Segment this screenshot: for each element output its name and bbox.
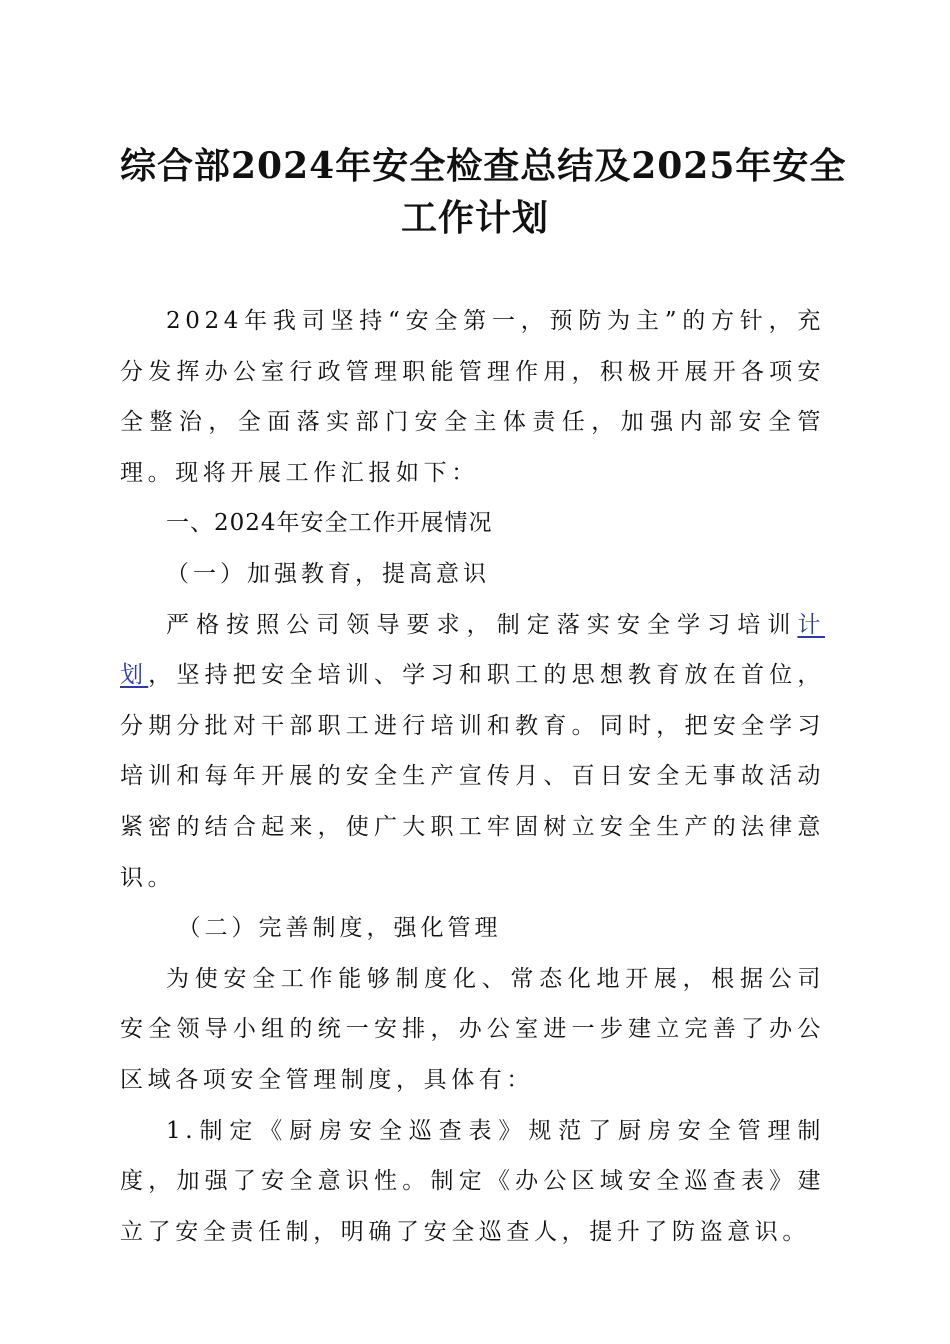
subsection-1-heading: （一）加强教育，提高意识 [166, 560, 490, 587]
subsection-2-heading: （二）完善制度，强化管理 [177, 915, 502, 942]
subsection-2-paragraph: 为使安全工作能够制度化、常态化地开展，根据公司安全领导小组的统一安排，办公室进一步建立完善了办公区域各项安全管理制度，具体有： [120, 965, 825, 1093]
section-1-heading: 一、2024年安全工作开展情况 [166, 510, 493, 537]
list-item-1: 1.制定《厨房安全巡查表》规范了厨房安全管理制度，加强了安全意识性。制定《办公区域安全巡查表》建立了安全责任制，明确了安全巡查人，提升了防盗意识。 [120, 1117, 825, 1245]
intro-paragraph: 2024年我司坚持“安全第一，预防为主”的方针，充分发挥办公室行政管理职能管理作用，积极开展开各项安全整治，全面落实部门安全主体责任，加强内部安全管理。现将开展工作汇报如下： [120, 308, 825, 486]
subsection-1-text-before-link: 严格按照公司领导要求，制定落实安全学习培训 [166, 611, 798, 638]
subsection-1-text-after-link: ，坚持把安全培训、学习和职工的思想教育放在首位，分期分批对干部职工进行培训和教育。同时，把安全学习培训和每年开展的安全生产宣传月、百日安全无事故活动紧密的结合起来，使广大职工牢固树立安全生产的法律意识。 [120, 662, 825, 891]
subsection-1-paragraph [120, 600, 825, 904]
document-body [120, 296, 825, 1257]
title-line-2: 工作计划 [400, 197, 549, 239]
plan-link[interactable]: 计划 [120, 611, 825, 689]
document-title [120, 140, 847, 244]
title-line-1: 综合部2024年安全检查总结及2025年安全 [120, 145, 847, 187]
